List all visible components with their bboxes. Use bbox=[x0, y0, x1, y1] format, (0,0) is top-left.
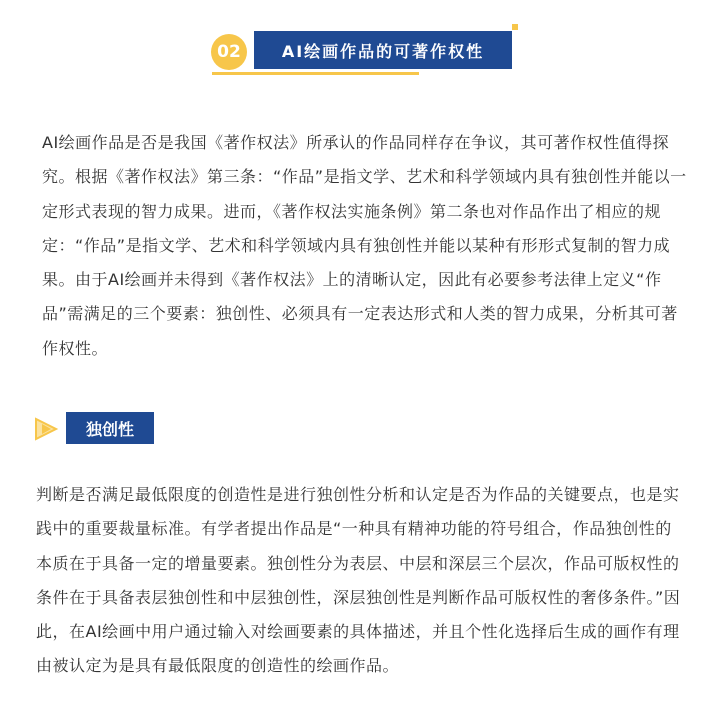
section-number-badge: 02 bbox=[211, 34, 247, 70]
decorative-dot bbox=[512, 24, 518, 30]
intro-paragraph: AI绘画作品是否是我国《著作权法》所承认的作品同样存在争议，其可著作权性值得探究。根据《著作权法》第三条：“作品”是指文学、艺术和科学领域内具有独创性并能以一定形式表现的智力成果。进而，《著作权法实施条例》第二条也对作品作出了相应的规定：“作品”是指文学、艺术和科学领域内具有独创性并能以某种有形形式复制的智力成果。由于AI绘画并未得到《著作权法》上的清晰认定，因此有必要参考法律上定义“作品”需满足的三个要素：独创性、必须具有一定表达形式和人类的智力成果，分析其可著作权性。 bbox=[42, 133, 687, 358]
section-title: AI绘画作品的可著作权性 bbox=[254, 31, 512, 69]
play-arrow-icon bbox=[34, 417, 60, 441]
subsection-paragraph: 判断是否满足最低限度的创造性是进行独创性分析和认定是否为作品的关键要点，也是实践中的重要裁量标准。有学者提出作品是“一种具有精神功能的符号组合，作品独创性的本质在于具备一定的增量要素。独创性分为表层、中层和深层三个层次，作品可版权性的条件在于具备表层独创性和中层独创性，深层独创性是判断作品可版权性的奢侈条件。”因此，在AI绘画中用户通过输入对绘画要素的具体描述，并且个性化选择后生成的画作有理由被认定为是具有最低限度的创造性的绘画作品。 bbox=[36, 485, 681, 676]
section-header bbox=[0, 0, 720, 90]
decorative-underline bbox=[212, 72, 419, 75]
subsection-title: 独创性 bbox=[66, 412, 154, 444]
